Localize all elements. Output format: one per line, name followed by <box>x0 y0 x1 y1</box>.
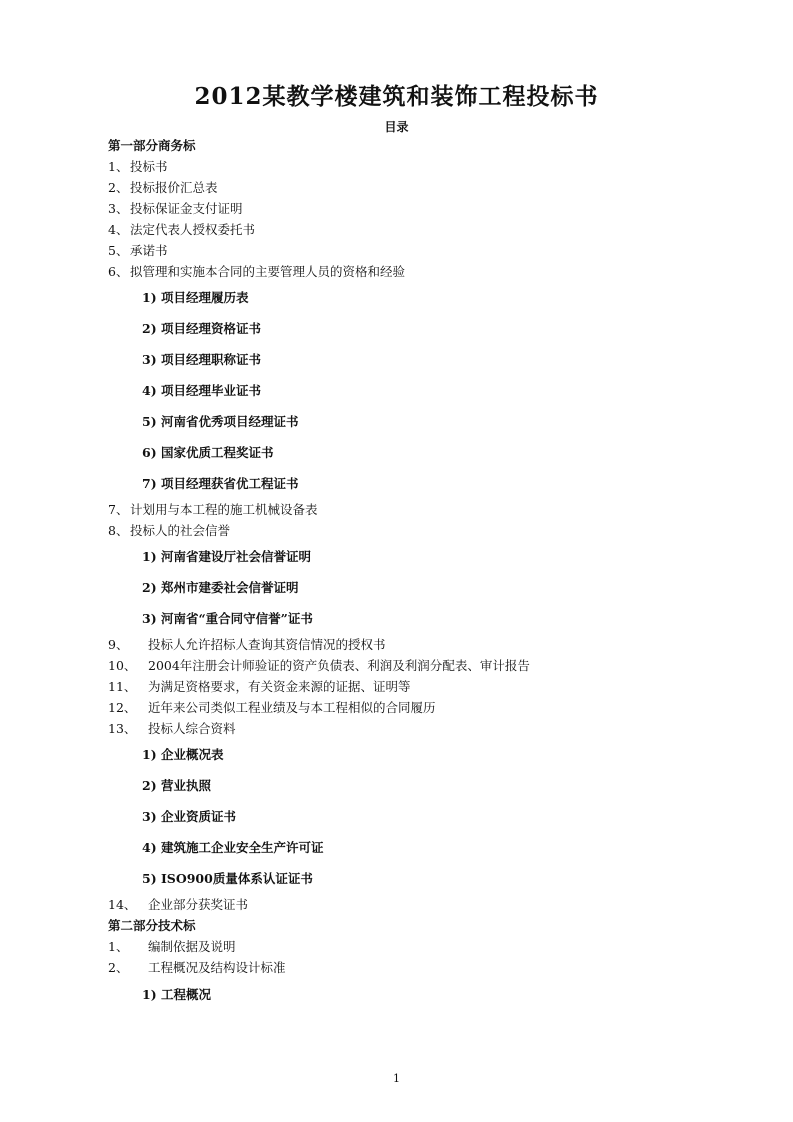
toc-subitem: 5) 河南省优秀项目经理证书 <box>142 414 299 429</box>
toc-item <box>108 502 318 518</box>
toc-item <box>108 679 411 695</box>
toc-item-text: 拟管理和实施本合同的主要管理人员的资格和经验 <box>130 264 406 279</box>
toc-item-text: 投标报价汇总表 <box>130 180 218 195</box>
toc-item-text: 企业部分获奖证书 <box>148 897 249 912</box>
toc-item <box>108 658 530 674</box>
toc-item <box>108 201 243 217</box>
toc-item-text: 投标人允许招标人查询其资信情况的授权书 <box>148 637 386 652</box>
toc-subitem: 4) 建筑施工企业安全生产许可证 <box>142 840 324 855</box>
toc-subitem: 1) 工程概况 <box>142 987 211 1002</box>
toc-item-text: 投标人的社会信誉 <box>130 523 231 538</box>
toc-item-text: 2004年注册会计师验证的资产负债表、利润及利润分配表、审计报告 <box>148 658 530 673</box>
toc-item <box>108 222 255 238</box>
toc-subitem: 2) 郑州市建委社会信誉证明 <box>142 580 299 595</box>
toc-subitem: 3) 河南省“重合同守信誉”证书 <box>142 611 313 626</box>
toc-item-number: 1、 <box>108 939 129 954</box>
toc-item <box>108 700 436 716</box>
toc-item-text: 投标书 <box>130 159 168 174</box>
toc-item-number: 12、 <box>108 700 137 715</box>
page-number: 1 <box>393 1072 400 1085</box>
toc-item-number: 3、 <box>108 201 129 216</box>
toc-item-text: 投标保证金支付证明 <box>130 201 243 216</box>
toc-item-number: 2、 <box>108 180 129 195</box>
part2-heading: 第二部分技术标 <box>108 918 196 933</box>
toc-subitem: 3) 项目经理职称证书 <box>142 352 261 367</box>
toc-subitem: 3) 企业资质证书 <box>142 809 236 824</box>
toc-item-number: 13、 <box>108 721 137 736</box>
toc-item-text: 为满足资格要求，有关资金来源的证据、证明等 <box>148 679 411 694</box>
toc-item-number: 5、 <box>108 243 129 258</box>
toc-item-number: 4、 <box>108 222 129 237</box>
toc-item-number: 14、 <box>108 897 137 912</box>
toc-item <box>108 180 218 196</box>
toc-item-text: 编制依据及说明 <box>148 939 236 954</box>
toc-item-number: 6、 <box>108 264 129 279</box>
toc-subitem: 4) 项目经理毕业证书 <box>142 383 261 398</box>
toc-item <box>108 523 230 539</box>
toc-item-text: 投标人综合资料 <box>148 721 236 736</box>
toc-subitem: 7) 项目经理获省优工程证书 <box>142 476 299 491</box>
document-title: 2012某教学楼建筑和装饰工程投标书 <box>194 83 599 110</box>
toc-subitem: 2) 营业执照 <box>142 778 211 793</box>
toc-item-number: 10、 <box>108 658 137 673</box>
toc-item-number: 7、 <box>108 502 129 517</box>
toc-label: 目录 <box>384 120 409 134</box>
toc-item <box>108 939 236 955</box>
toc-item-number: 11、 <box>108 679 137 694</box>
toc-item-text: 承诺书 <box>130 243 168 258</box>
toc-subitem: 1) 河南省建设厅社会信誉证明 <box>142 549 311 564</box>
toc-item-number: 2、 <box>108 960 129 975</box>
part1-heading: 第一部分商务标 <box>108 138 196 153</box>
toc-item <box>108 243 168 259</box>
toc-item-number: 8、 <box>108 523 129 538</box>
toc-item-text: 工程概况及结构设计标准 <box>148 960 286 975</box>
toc-item-number: 1、 <box>108 159 129 174</box>
toc-subitem: 6) 国家优质工程奖证书 <box>142 445 274 460</box>
toc-item <box>108 960 286 976</box>
toc-item <box>108 264 405 280</box>
toc-item-text: 近年来公司类似工程业绩及与本工程相似的合同履历 <box>148 700 436 715</box>
toc-item <box>108 159 168 175</box>
toc-subitem: 1) 企业概况表 <box>142 747 224 762</box>
toc-item <box>108 637 386 653</box>
toc-item <box>108 897 248 913</box>
toc-item-text: 计划用与本工程的施工机械设备表 <box>130 502 318 517</box>
toc-subitem: 1) 项目经理履历表 <box>142 290 249 305</box>
toc-subitem: 5) ISO900质量体系认证证书 <box>142 871 313 886</box>
toc-subitem: 2) 项目经理资格证书 <box>142 321 261 336</box>
toc-item-text: 法定代表人授权委托书 <box>130 222 256 237</box>
toc-item-number: 9、 <box>108 637 129 652</box>
toc-item <box>108 721 236 737</box>
